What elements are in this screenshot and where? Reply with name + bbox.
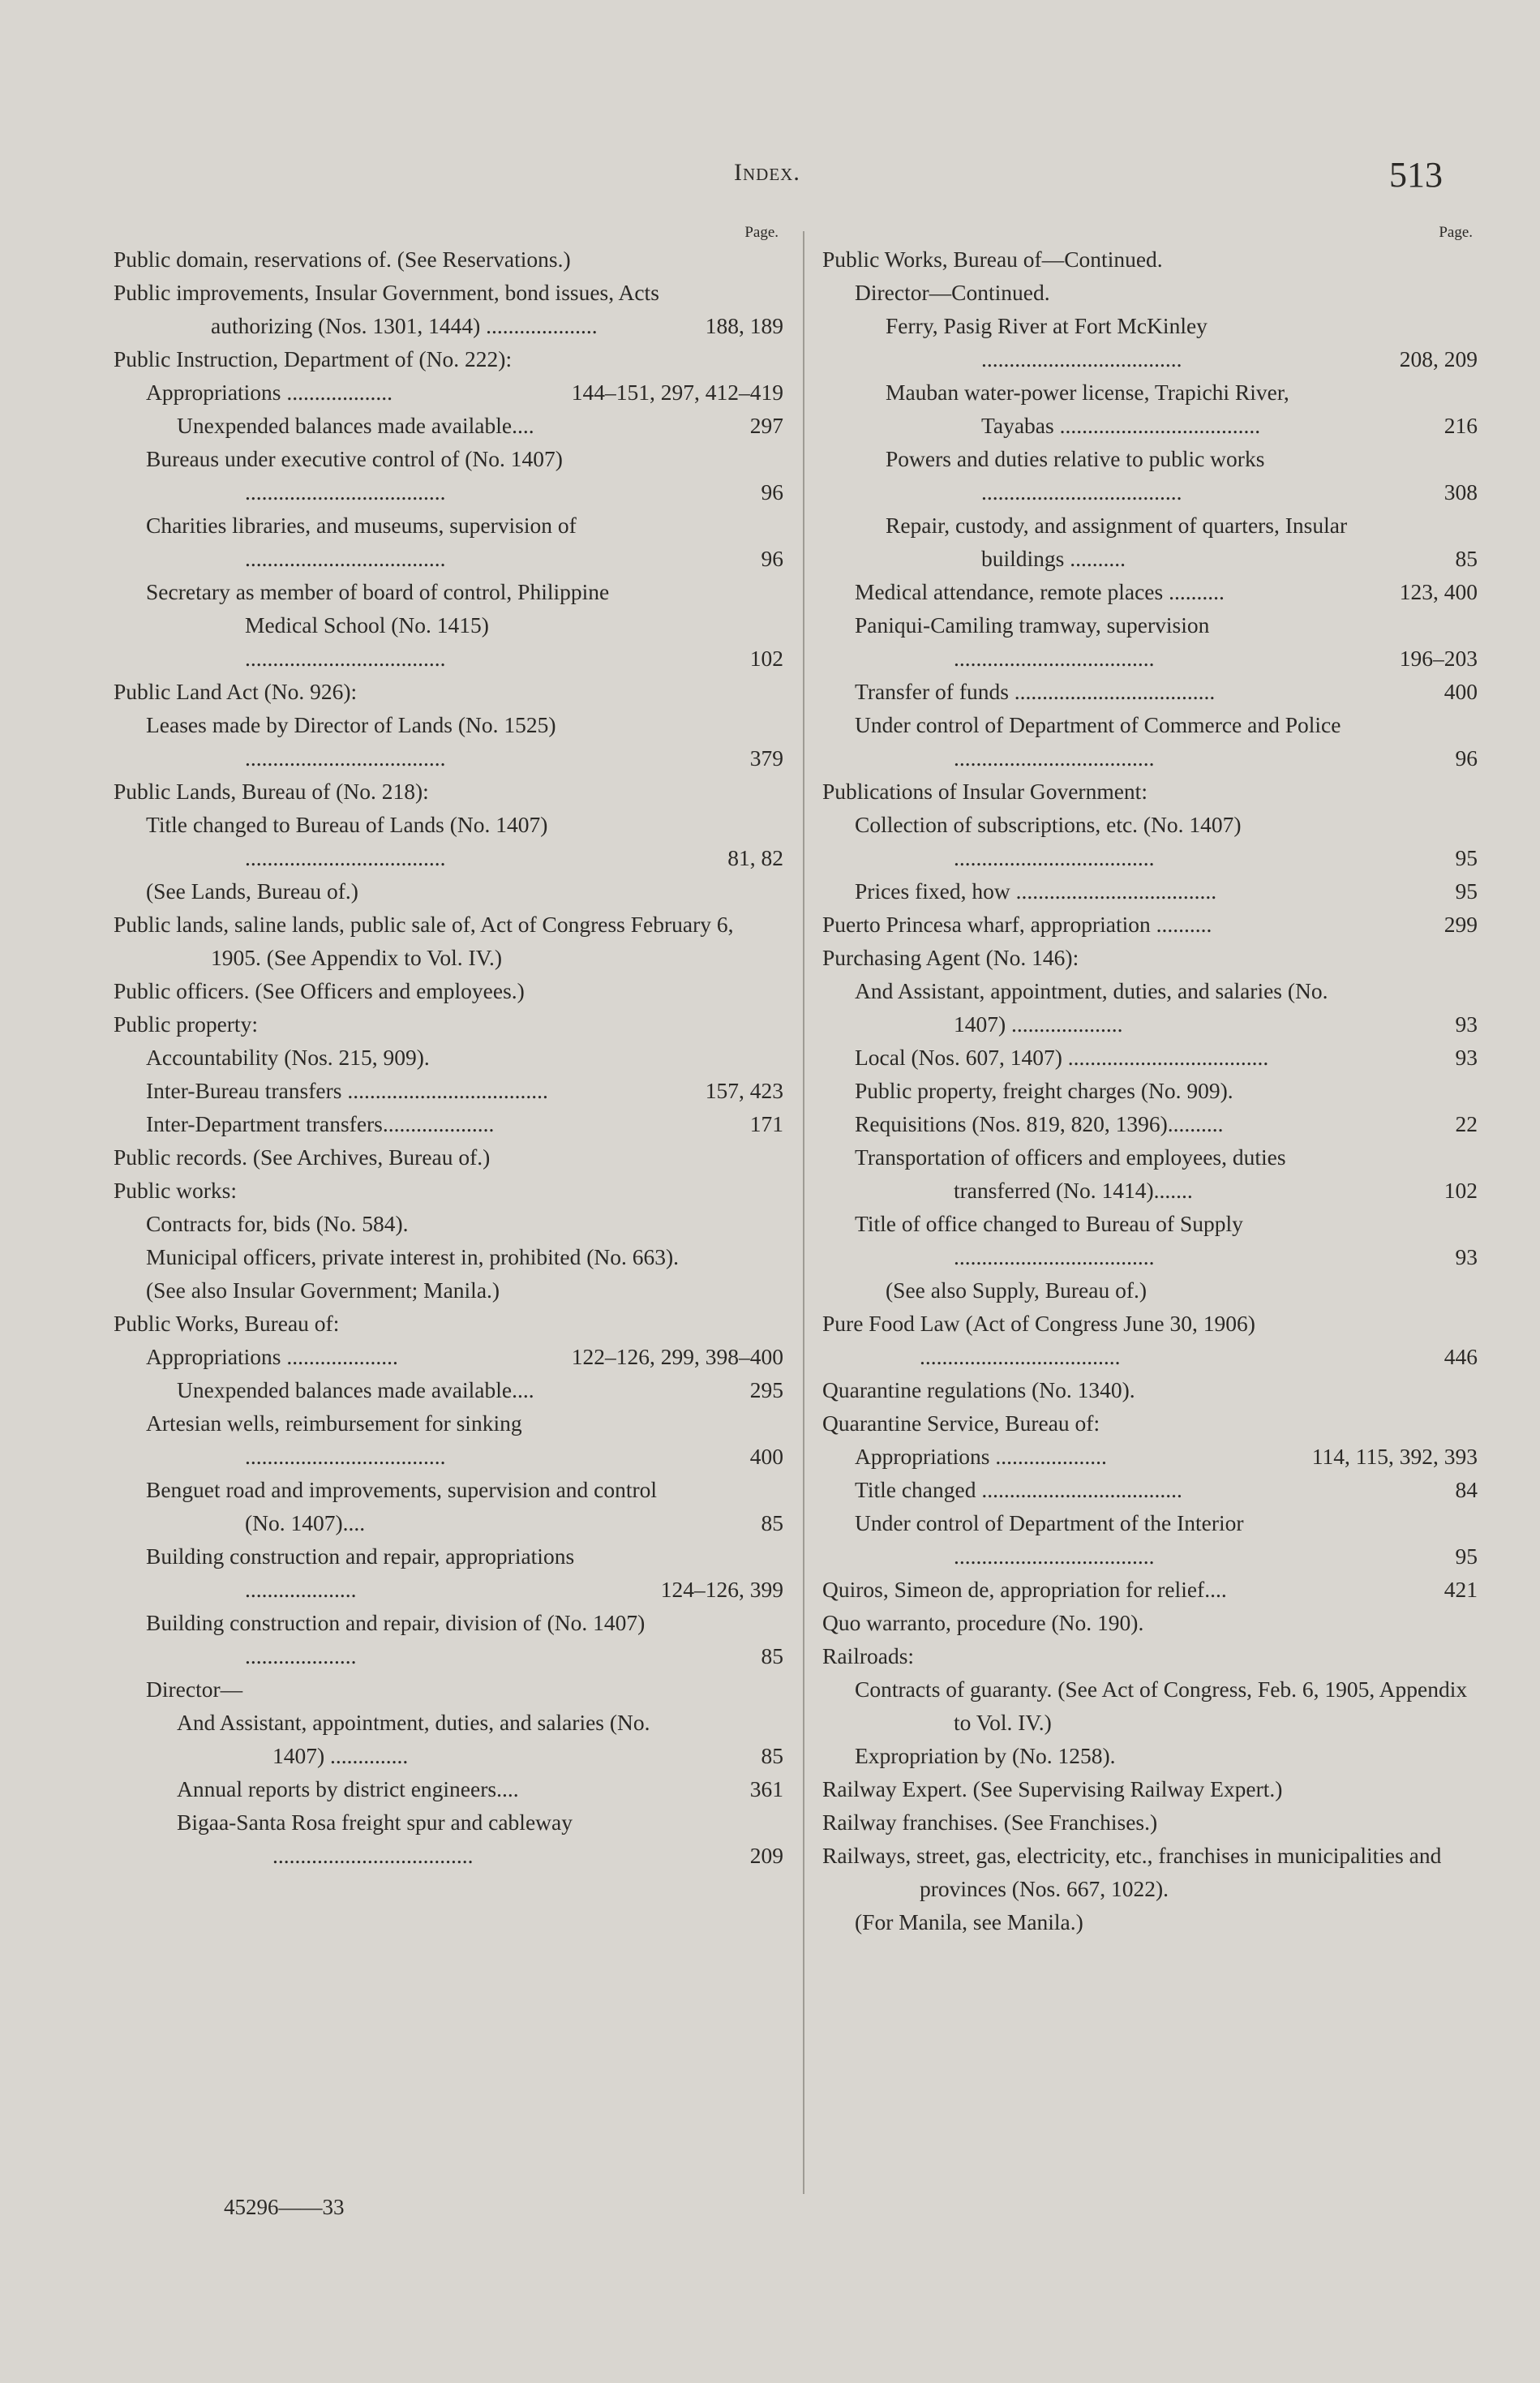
- entry-page-reference: 122–126, 299, 398–400: [568, 1340, 783, 1373]
- entry-page-reference: 96: [758, 542, 784, 575]
- entry-page-reference: 22: [1452, 1107, 1478, 1140]
- index-entry: [822, 1573, 1478, 1606]
- entry-page-reference: 93: [1452, 1041, 1478, 1074]
- index-entry: [822, 1473, 1478, 1506]
- entry-text: Ferry, Pasig River at Fort McKinley ....................................: [886, 313, 1208, 371]
- entry-page-reference: 361: [747, 1772, 783, 1805]
- entry-page-reference: 299: [1441, 908, 1478, 941]
- index-entry: [822, 1905, 1478, 1939]
- entry-text: Artesian wells, reimbursement for sinking ....................................: [146, 1410, 522, 1469]
- index-entry: [822, 808, 1478, 874]
- entry-page-reference: 95: [1452, 841, 1478, 874]
- index-entry: [114, 675, 783, 708]
- index-entry: [822, 1273, 1478, 1307]
- entry-text: Public property, freight charges (No. 909).: [855, 1078, 1233, 1103]
- entry-page-reference: 157, 423: [702, 1074, 783, 1107]
- index-entry: [822, 708, 1478, 775]
- entry-text: Municipal officers, private interest in, prohibited (No. 663).: [146, 1244, 680, 1269]
- index-entry: [114, 1240, 783, 1273]
- entry-text: Puerto Princesa wharf, appropriation ..........: [822, 912, 1212, 937]
- page-column-label: Page.: [1439, 224, 1473, 241]
- index-entry: [114, 1041, 783, 1074]
- index-entry: [822, 941, 1478, 974]
- entry-text: Quarantine regulations (No. 1340).: [822, 1377, 1135, 1402]
- index-entry: [822, 1839, 1478, 1905]
- index-entry: [822, 1739, 1478, 1772]
- entry-page-reference: 84: [1452, 1473, 1478, 1506]
- index-entry: [114, 342, 783, 376]
- index-entry: [822, 309, 1478, 376]
- entry-text: Public Works, Bureau of:: [114, 1311, 340, 1336]
- entry-text: Repair, custody, and assignment of quarters, Insular buildings ..........: [886, 513, 1348, 571]
- entry-text: Appropriations ....................: [855, 1444, 1107, 1469]
- index-entry: [822, 1207, 1478, 1273]
- entry-text: Contracts of guaranty. (See Act of Congress, Feb. 6, 1905, Appendix to Vol. IV.): [855, 1677, 1468, 1735]
- entry-text: Powers and duties relative to public works ....................................: [886, 446, 1265, 505]
- entry-text: And Assistant, appointment, duties, and salaries (No. 1407) ..............: [177, 1710, 650, 1768]
- entry-page-reference: 421: [1441, 1573, 1478, 1606]
- entry-page-reference: 102: [1441, 1174, 1478, 1207]
- entry-text: Publications of Insular Government:: [822, 779, 1147, 804]
- entry-text: Railway Expert. (See Supervising Railway Expert.): [822, 1776, 1283, 1801]
- entry-text: Paniqui-Camiling tramway, supervision ....................................: [855, 612, 1210, 671]
- page-header: [0, 155, 1540, 208]
- entry-text: (For Manila, see Manila.): [855, 1909, 1083, 1934]
- entry-text: Public works:: [114, 1178, 238, 1203]
- right-column: [822, 223, 1478, 1939]
- entry-text: Local (Nos. 607, 1407) ....................................: [855, 1045, 1269, 1070]
- entry-page-reference: 216: [1441, 409, 1478, 442]
- entry-text: Railways, street, gas, electricity, etc., franchises in municipalities and provinces (Nos. 667, 1022).: [822, 1843, 1442, 1901]
- index-entry: [822, 442, 1478, 509]
- index-entry: [114, 808, 783, 874]
- entry-text: Purchasing Agent (No. 146):: [822, 945, 1079, 970]
- index-entry: [114, 874, 783, 908]
- entry-text: (See also Supply, Bureau of.): [886, 1277, 1147, 1303]
- entry-text: Public Instruction, Department of (No. 222):: [114, 346, 513, 371]
- entry-text: Public property:: [114, 1011, 258, 1037]
- index-entry: [114, 1706, 783, 1772]
- index-entry: [822, 1074, 1478, 1107]
- running-title: Index.: [734, 159, 800, 186]
- entry-text: Public Land Act (No. 926):: [114, 679, 358, 704]
- entry-page-reference: 93: [1452, 1007, 1478, 1041]
- entry-page-reference: 114, 115, 392, 393: [1309, 1440, 1478, 1473]
- entry-text: Under control of Department of the Interior ....................................: [855, 1510, 1244, 1569]
- index-entry: [822, 376, 1478, 442]
- index-entry: [822, 1373, 1478, 1406]
- index-entry: [822, 608, 1478, 675]
- entry-page-reference: 209: [747, 1839, 783, 1872]
- entry-text: Bureaus under executive control of (No. 1407) ....................................: [146, 446, 563, 505]
- entry-page-reference: 400: [1441, 675, 1478, 708]
- entry-text: Appropriations ....................: [146, 1344, 398, 1369]
- left-entries: [114, 243, 783, 1872]
- index-entry: [114, 1273, 783, 1307]
- entry-text: Quarantine Service, Bureau of:: [822, 1410, 1100, 1436]
- entry-page-reference: 196–203: [1396, 642, 1478, 675]
- entry-text: Unexpended balances made available....: [177, 1377, 534, 1402]
- entry-page-reference: 308: [1441, 475, 1478, 509]
- entry-page-reference: 85: [758, 1639, 784, 1672]
- entry-text: Pure Food Law (Act of Congress June 30, 1906) ....................................: [822, 1311, 1255, 1369]
- entry-text: Public officers. (See Officers and employees.): [114, 978, 525, 1003]
- entry-text: Public lands, saline lands, public sale of, Act of Congress February 6, 1905. (See Appendix to Vol. IV.): [114, 912, 734, 970]
- entry-page-reference: 81, 82: [724, 841, 783, 874]
- entry-page-reference: 102: [747, 642, 783, 675]
- index-entry: [114, 974, 783, 1007]
- column-divider: [803, 231, 804, 2194]
- entry-page-reference: 95: [1452, 874, 1478, 908]
- entry-text: Expropriation by (No. 1258).: [855, 1743, 1116, 1768]
- entry-page-reference: 85: [758, 1506, 784, 1539]
- index-entry: [822, 1606, 1478, 1639]
- right-entries: [822, 243, 1478, 1939]
- left-column: [114, 223, 783, 1872]
- index-entry: [114, 1406, 783, 1473]
- index-entry: [822, 1107, 1478, 1140]
- entry-text: Quiros, Simeon de, appropriation for relief....: [822, 1577, 1227, 1602]
- index-entry: [822, 1672, 1478, 1739]
- index-entry: [114, 1074, 783, 1107]
- entry-text: Public records. (See Archives, Bureau of.): [114, 1144, 491, 1170]
- entry-text: (See also Insular Government; Manila.): [146, 1277, 500, 1303]
- entry-text: Title of office changed to Bureau of Supply ....................................: [855, 1211, 1243, 1269]
- entry-text: (See Lands, Bureau of.): [146, 878, 358, 904]
- index-entry: [114, 1307, 783, 1340]
- entry-page-reference: 188, 189: [702, 309, 783, 342]
- index-entry: [114, 509, 783, 575]
- entry-page-reference: 123, 400: [1396, 575, 1478, 608]
- entry-text: Unexpended balances made available....: [177, 413, 534, 438]
- index-entry: [114, 1007, 783, 1041]
- index-entry: [114, 1672, 783, 1706]
- index-entry: [822, 509, 1478, 575]
- entry-page-reference: 95: [1452, 1539, 1478, 1573]
- index-entry: [114, 1473, 783, 1539]
- entry-page-reference: 85: [758, 1739, 784, 1772]
- entry-text: Public Lands, Bureau of (No. 218):: [114, 779, 429, 804]
- entry-text: Inter-Bureau transfers ....................................: [146, 1078, 548, 1103]
- page-column-label: Page.: [744, 224, 779, 241]
- index-entry: [822, 1140, 1478, 1207]
- index-entry: [822, 1639, 1478, 1672]
- entry-text: Inter-Department transfers....................: [146, 1111, 495, 1136]
- index-entry: [114, 1373, 783, 1406]
- index-entry: [114, 775, 783, 808]
- entry-page-reference: 400: [747, 1440, 783, 1473]
- entry-text: Under control of Department of Commerce and Police ....................................: [855, 712, 1341, 771]
- index-entry: [114, 243, 783, 276]
- entry-text: Railroads:: [822, 1643, 915, 1668]
- entry-text: Building construction and repair, appropriations ....................: [146, 1544, 575, 1602]
- entry-text: Public improvements, Insular Government, bond issues, Acts authorizing (Nos. 1301, 1444) ....................: [114, 280, 659, 338]
- entry-text: Director—: [146, 1677, 243, 1702]
- entry-text: Leases made by Director of Lands (No. 1525) ....................................: [146, 712, 556, 771]
- index-entry: [114, 409, 783, 442]
- entry-text: Accountability (Nos. 215, 909).: [146, 1045, 430, 1070]
- index-entry: [114, 575, 783, 675]
- entry-text: Director—Continued.: [855, 280, 1050, 305]
- entry-text: Public domain, reservations of. (See Reservations.): [114, 247, 571, 272]
- index-entry: [822, 974, 1478, 1041]
- entry-text: Contracts for, bids (No. 584).: [146, 1211, 409, 1236]
- entry-text: Public Works, Bureau of—Continued.: [822, 247, 1163, 272]
- index-entry: [114, 1805, 783, 1872]
- index-entry: [822, 874, 1478, 908]
- entry-text: Transportation of officers and employees, duties transferred (No. 1414).......: [855, 1144, 1286, 1203]
- entry-page-reference: 93: [1452, 1240, 1478, 1273]
- entry-text: Title changed ....................................: [855, 1477, 1182, 1502]
- entry-text: Annual reports by district engineers....: [177, 1776, 519, 1801]
- index-entry: [114, 708, 783, 775]
- index-entry: [114, 1140, 783, 1174]
- entry-text: Transfer of funds ....................................: [855, 679, 1216, 704]
- entry-text: Prices fixed, how ....................................: [855, 878, 1217, 904]
- index-entry: [822, 1440, 1478, 1473]
- entry-page-reference: 85: [1452, 542, 1478, 575]
- index-entry: [822, 1307, 1478, 1373]
- index-entry: [114, 1174, 783, 1207]
- index-entry: [822, 675, 1478, 708]
- index-entry: [822, 1805, 1478, 1839]
- entry-text: Bigaa-Santa Rosa freight spur and cableway ....................................: [177, 1810, 573, 1868]
- entry-text: Appropriations ...................: [146, 380, 393, 405]
- entry-text: And Assistant, appointment, duties, and salaries (No. 1407) ....................: [855, 978, 1328, 1037]
- entry-text: Charities libraries, and museums, supervision of ....................................: [146, 513, 577, 571]
- index-entry: [114, 1207, 783, 1240]
- entry-text: Building construction and repair, division of (No. 1407) ....................: [146, 1610, 646, 1668]
- page-number: 513: [1389, 155, 1443, 195]
- index-entry: [822, 243, 1478, 276]
- index-entry: [114, 276, 783, 342]
- index-entry: [822, 1772, 1478, 1805]
- entry-text: Secretary as member of board of control, Philippine Medical School (No. 1415) ....................................: [146, 579, 610, 671]
- entry-text: Quo warranto, procedure (No. 190).: [822, 1610, 1144, 1635]
- entry-page-reference: 124–126, 399: [658, 1573, 783, 1606]
- entry-text: Requisitions (Nos. 819, 820, 1396)..........: [855, 1111, 1224, 1136]
- index-entry: [822, 908, 1478, 941]
- entry-text: Railway franchises. (See Franchises.): [822, 1810, 1158, 1835]
- entry-text: Mauban water-power license, Trapichi River, Tayabas ....................................: [886, 380, 1289, 438]
- index-entry: [114, 1340, 783, 1373]
- index-entry: [114, 1107, 783, 1140]
- index-entry: [822, 775, 1478, 808]
- entry-text: Collection of subscriptions, etc. (No. 1407) ....................................: [855, 812, 1242, 870]
- entry-page-reference: 379: [747, 741, 783, 775]
- index-entry: [822, 1506, 1478, 1573]
- index-entry: [114, 1606, 783, 1672]
- index-entry: [822, 575, 1478, 608]
- index-entry: [114, 442, 783, 509]
- entry-text: Benguet road and improvements, supervision and control (No. 1407)....: [146, 1477, 658, 1535]
- entry-page-reference: 96: [758, 475, 784, 509]
- entry-text: Title changed to Bureau of Lands (No. 1407) ....................................: [146, 812, 548, 870]
- entry-page-reference: 295: [747, 1373, 783, 1406]
- entry-page-reference: 297: [747, 409, 783, 442]
- entry-page-reference: 144–151, 297, 412–419: [568, 376, 783, 409]
- index-entry: [822, 1406, 1478, 1440]
- index-entry: [114, 1772, 783, 1805]
- entry-page-reference: 171: [747, 1107, 783, 1140]
- signature-code: 45296——33: [224, 2195, 345, 2219]
- index-entry: [114, 1539, 783, 1606]
- entry-page-reference: 208, 209: [1396, 342, 1478, 376]
- index-entry: [114, 376, 783, 409]
- entry-text: Medical attendance, remote places ..........: [855, 579, 1225, 604]
- entry-page-reference: 96: [1452, 741, 1478, 775]
- index-entry: [822, 1041, 1478, 1074]
- index-entry: [822, 276, 1478, 309]
- index-entry: [114, 908, 783, 974]
- entry-page-reference: 446: [1441, 1340, 1478, 1373]
